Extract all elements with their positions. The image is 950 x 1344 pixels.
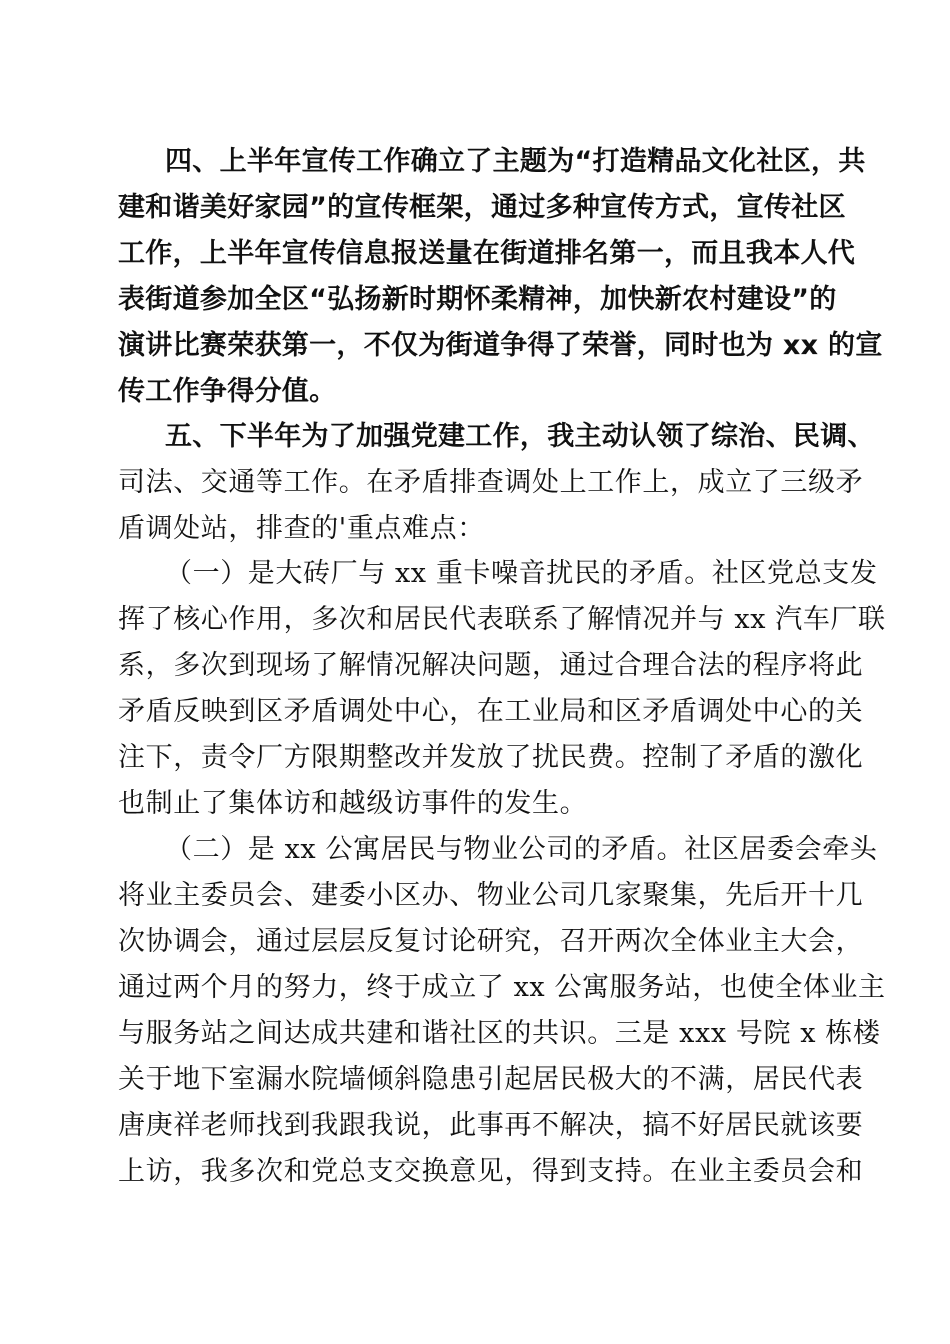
item1-line-3: 系，多次到现场了解情况解决问题，通过合理合法的程序将此	[118, 650, 864, 681]
item2-line-2: 将业主委员会、建委小区办、物业公司几家聚集，先后开十几	[118, 880, 864, 911]
item2-line-7: 唐庚祥老师找到我跟我说，此事再不解决，搞不好居民就该要	[118, 1110, 864, 1141]
item1-line-1: （一）是大砖厂与 xx 重卡噪音扰民的矛盾。社区党总支发	[165, 558, 878, 589]
para5-line-3: 盾调处站，排查的'重点难点：	[118, 513, 485, 544]
item2-line-1: （二）是 xx 公寓居民与物业公司的矛盾。社区居委会牵头	[165, 834, 878, 865]
item1-line-4: 矛盾反映到区矛盾调处中心，在工业局和区矛盾调处中心的关	[118, 696, 864, 727]
item2-line-3: 次协调会，通过层层反复讨论研究，召开两次全体业主大会，	[118, 926, 864, 957]
para5-line-2: 司法、交通等工作。在矛盾排查调处上工作上，成立了三级矛	[118, 467, 864, 498]
item2-line-8: 上访，我多次和党总支交换意见，得到支持。在业主委员会和	[118, 1156, 864, 1187]
para4-line-2: 建和谐美好家园”的宣传框架，通过多种宣传方式，宣传社区	[118, 192, 846, 223]
para4-line-6: 传工作争得分值。	[118, 376, 337, 407]
para4-line-1: 四、上半年宣传工作确立了主题为“打造精品文化社区，共	[165, 146, 866, 177]
para4-line-4: 表街道参加全区“弘扬新时期怀柔精神，加快新农村建设”的	[118, 284, 837, 315]
para4-line-3: 工作，上半年宣传信息报送量在街道排名第一，而且我本人代	[118, 238, 856, 269]
para4-line-5: 演讲比赛荣获第一，不仅为街道争得了荣誉，同时也为 xx 的宣	[118, 330, 883, 361]
para5-line-1: 五、下半年为了加强党建工作，我主动认领了综治、民调、	[165, 421, 875, 452]
item2-line-6: 关于地下室漏水院墙倾斜隐患引起居民极大的不满，居民代表	[118, 1064, 864, 1095]
item1-line-2: 挥了核心作用，多次和居民代表联系了解情况并与 xx 汽车厂联	[118, 604, 886, 635]
item2-line-4: 通过两个月的努力，终于成立了 xx 公寓服务站，也使全体业主	[118, 972, 886, 1003]
item2-line-5: 与服务站之间达成共建和谐社区的共识。三是 xxx 号院 x 栋楼	[118, 1018, 881, 1049]
item1-line-6: 也制止了集体访和越级访事件的发生。	[118, 788, 588, 819]
item1-line-5: 注下，责令厂方限期整改并发放了扰民费。控制了矛盾的激化	[118, 742, 864, 773]
